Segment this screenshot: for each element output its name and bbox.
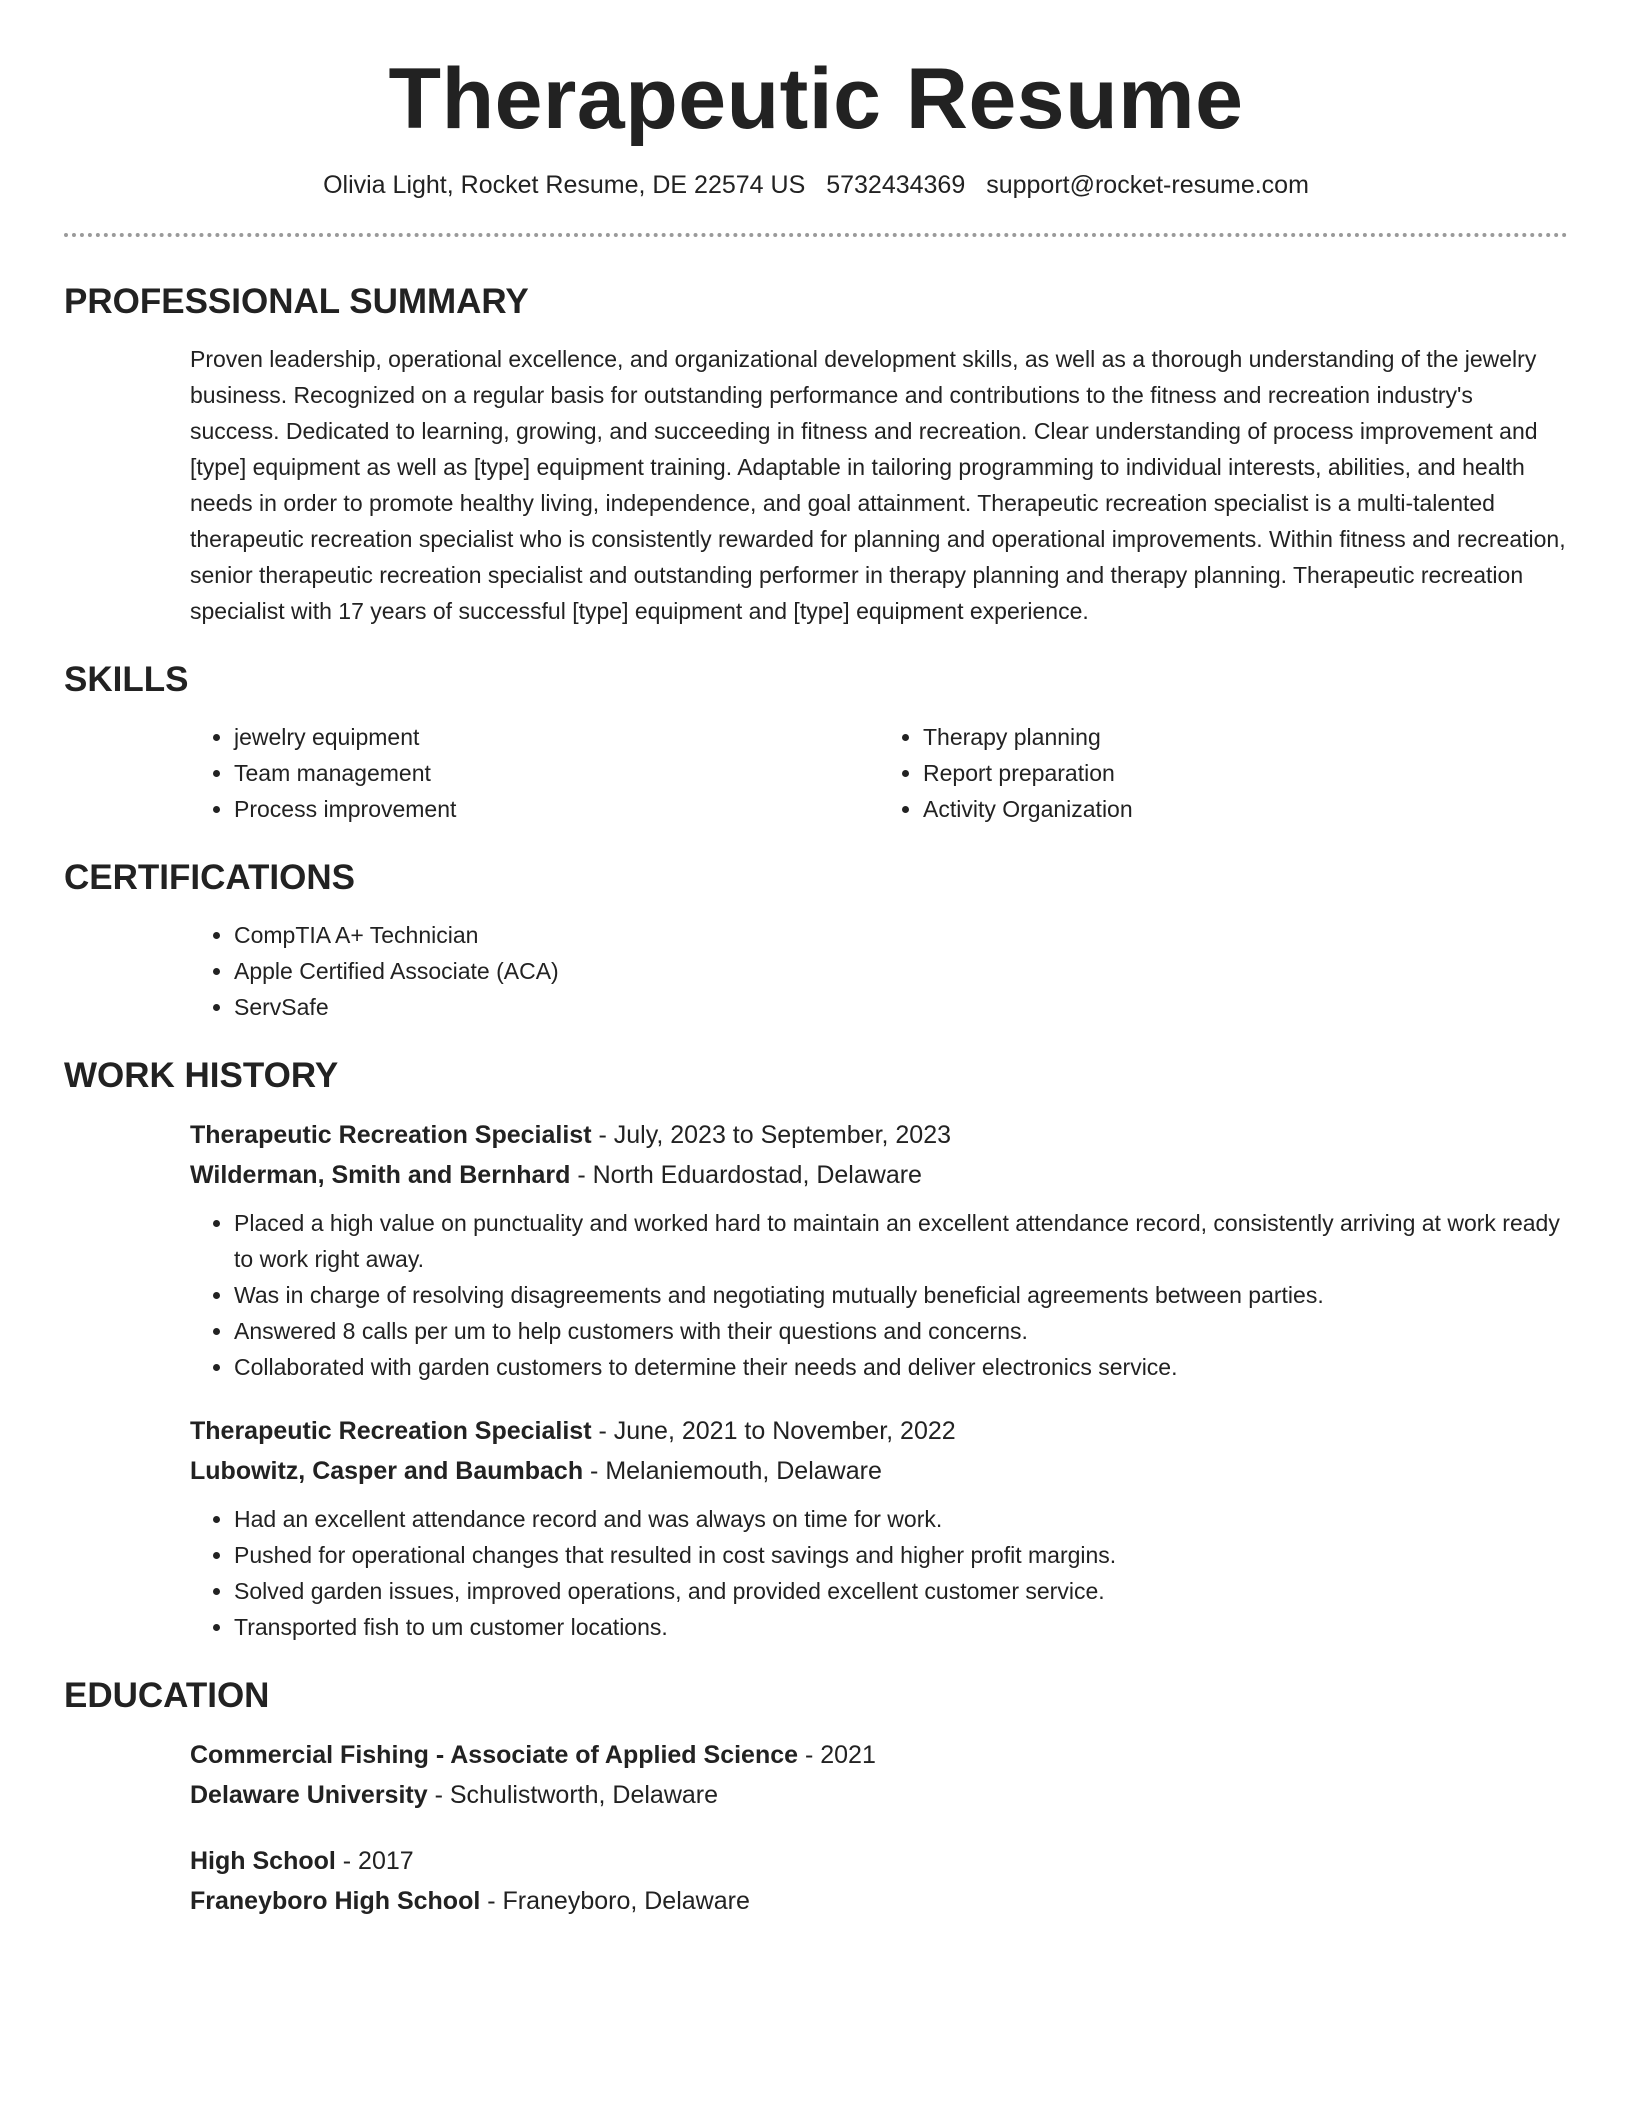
job-dates: - July, 2023 to September, 2023 [591, 1121, 952, 1150]
job-bullet: • Answered 8 calls per um to help customers with their questions and concerns. [234, 1313, 1568, 1349]
contact-line [64, 169, 1568, 202]
work-history-section [64, 1055, 1568, 1645]
education-entry [190, 1841, 1568, 1921]
job-title-line [190, 1115, 1568, 1155]
skill-item: • jewelry equipment [234, 719, 879, 755]
job-company: Lubowitz, Casper and Baumbach [190, 1457, 584, 1486]
skill-item: • Team management [234, 755, 879, 791]
resume-title: Therapeutic Resume [388, 51, 1244, 147]
header-divider [64, 233, 1568, 237]
certifications-heading: CERTIFICATIONS [64, 858, 356, 898]
job-company-line [190, 1451, 1568, 1491]
education-section [64, 1675, 1568, 1921]
job-bullets [190, 1205, 1568, 1385]
skills-grid [190, 719, 1568, 827]
education-year: - 2021 [798, 1741, 876, 1770]
skills-list-right [879, 719, 1568, 827]
education-degree-line [190, 1841, 1568, 1881]
job-bullet: • Had an excellent attendance record and was always on time for work. [234, 1501, 1568, 1537]
job-dates: - June, 2021 to November, 2022 [591, 1417, 956, 1446]
skill-item: • Therapy planning [923, 719, 1568, 755]
summary-section [64, 281, 1568, 629]
job-bullets [190, 1501, 1568, 1645]
job-bullet: • Transported fish to um customer locations. [234, 1609, 1568, 1645]
certification-item: • Apple Certified Associate (ACA) [234, 953, 1568, 989]
job-location: - North Eduardostad, Delaware [570, 1161, 922, 1190]
certifications-section [64, 857, 1568, 1025]
job-entry [190, 1115, 1568, 1385]
job-company-line [190, 1155, 1568, 1195]
job-title-line [190, 1411, 1568, 1451]
work-history-heading: WORK HISTORY [64, 1056, 339, 1096]
summary-body [190, 341, 1568, 629]
job-bullet: • Pushed for operational changes that resulted in cost savings and higher profit margins. [234, 1537, 1568, 1573]
work-history-body [190, 1115, 1568, 1645]
job-entry [190, 1411, 1568, 1645]
education-school: Franeyboro High School [190, 1887, 481, 1916]
skills-heading: SKILLS [64, 660, 189, 700]
skill-item: • Activity Organization [923, 791, 1568, 827]
contact-email: support@rocket-resume.com [986, 170, 1309, 199]
education-degree-line [190, 1735, 1568, 1775]
job-bullet: • Placed a high value on punctuality and worked hard to maintain an excellent attendance record, consistently arriving at work ready to work right away. [234, 1205, 1568, 1277]
education-degree: High School [190, 1847, 336, 1876]
education-location: - Schulistworth, Delaware [427, 1781, 719, 1810]
education-entry [190, 1735, 1568, 1815]
education-body [190, 1735, 1568, 1921]
skill-item: • Report preparation [923, 755, 1568, 791]
skills-section [64, 659, 1568, 827]
education-heading: EDUCATION [64, 1676, 270, 1716]
job-bullet: • Solved garden issues, improved operations, and provided excellent customer service. [234, 1573, 1568, 1609]
job-bullet: • Collaborated with garden customers to determine their needs and deliver electronics service. [234, 1349, 1568, 1385]
job-title: Therapeutic Recreation Specialist [190, 1417, 592, 1446]
job-location: - Melaniemouth, Delaware [583, 1457, 882, 1486]
skills-list-left [190, 719, 879, 827]
certification-item: • ServSafe [234, 989, 1568, 1025]
education-school-line [190, 1775, 1568, 1815]
certification-item: • CompTIA A+ Technician [234, 917, 1568, 953]
skill-item: • Process improvement [234, 791, 879, 827]
education-degree: Commercial Fishing - Associate of Applied Science [190, 1741, 799, 1770]
contact-address: Olivia Light, Rocket Resume, DE 22574 US [323, 170, 806, 199]
summary-heading: PROFESSIONAL SUMMARY [64, 282, 529, 322]
job-title: Therapeutic Recreation Specialist [190, 1121, 592, 1150]
certifications-body [190, 917, 1568, 1025]
job-bullet: • Was in charge of resolving disagreements and negotiating mutually beneficial agreements between parties. [234, 1277, 1568, 1313]
education-year: - 2017 [335, 1847, 414, 1876]
education-school: Delaware University [190, 1781, 428, 1810]
education-school-line [190, 1881, 1568, 1921]
education-location: - Franeyboro, Delaware [480, 1887, 750, 1916]
job-company: Wilderman, Smith and Bernhard [190, 1161, 571, 1190]
summary-text: Proven leadership, operational excellence, and organizational development skills, as well as a thorough understanding of the jewelry business. Recognized on a regular basis for outstanding performance and contributions to the fitness and recreation industry's success. Dedicated to learning, growing, and succeeding in fitness and recreation. Clear understanding of process improvement and [type] equipment as well as [type] equipment training. Adaptable in tailoring programming to individual interests, abilities, and health needs in order to promote healthy living, independence, and goal attainment. Therapeutic recreation specialist is a multi-talented therapeutic recreation specialist who is consistently rewarded for planning and operational improvements. Within fitness and recreation, senior therapeutic recreation specialist and outstanding performer in therapy planning and therapy planning. Therapeutic recreation specialist with 17 years of successful [type] equipment and [type] equipment experience. [190, 346, 1566, 625]
certifications-list [190, 917, 1568, 1025]
contact-phone: 5732434369 [826, 170, 966, 199]
